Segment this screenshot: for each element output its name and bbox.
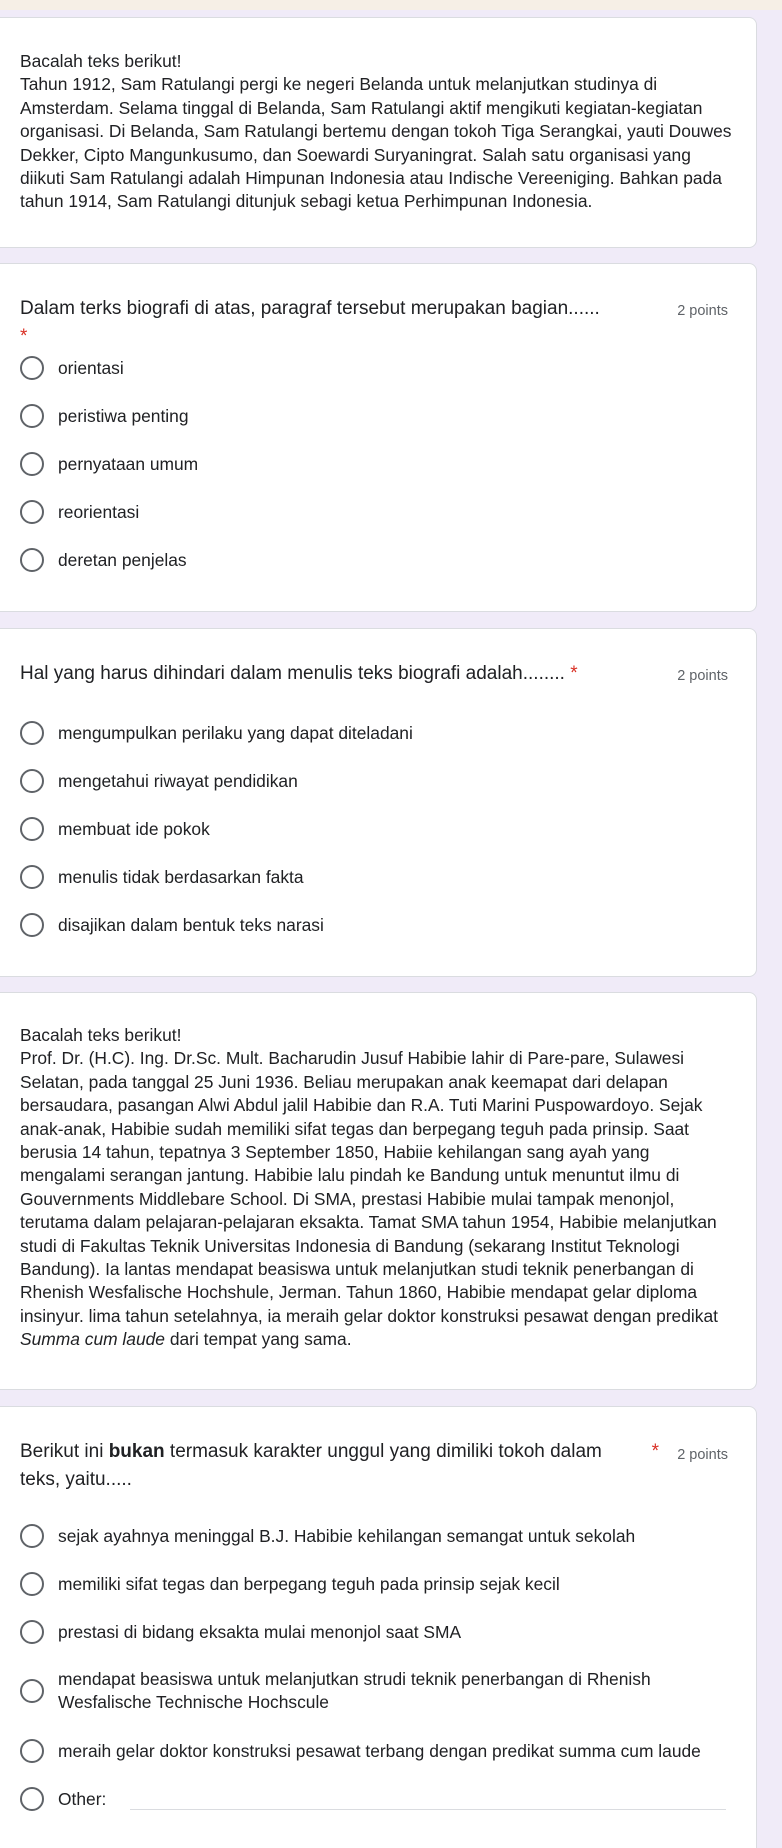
radio-button[interactable] [20, 769, 44, 793]
option-menulis-tidak-berdasarkan-fakta[interactable]: menulis tidak berdasarkan fakta [20, 865, 726, 889]
question-card-2 [0, 628, 757, 977]
passage-heading: Bacalah teks berikut! [20, 51, 182, 71]
option-prestasi-eksakta[interactable]: prestasi di bidang eksakta mulai menonjol saat SMA [20, 1620, 726, 1644]
option-peristiwa-penting[interactable]: peristiwa penting [20, 404, 726, 428]
radio-button[interactable] [20, 913, 44, 937]
passage-body: Prof. Dr. (H.C). Ing. Dr.Sc. Mult. Bacharudin Jusuf Habibie lahir di Pare-pare, Sulawesi Selatan, pada tanggal 25 Juni 1936. Beliau merupakan anak keemapat dari delapan bersaudara, pasangan Alwi Abdul jalil Habibie dan R.A. Tuti Marini Puspowardoyo. Sejak anak-anak, Habibie sudah memiliki sifat tegas dan berpegang teguh pada prinsip. Saat berusia 14 tahun, tepatnya 3 September 1850, Habiie kehilangan sang ayah yang mengalami serangan jantung. Habibie lalu pindah ke Bandung untuk menuntut ilmu di Gouvernments Middlebare School. Di SMA, prestasi Habibie mulai tampak menonjol, terutama dalam pelajaran-pelajaran eksakta. Tamat SMA tahun 1954, Habibie melanjutkan studi di Fakultas Teknik Universitas Indonesia di Bandung (sekarang Institut Teknologi Bandung). Ia lantas mendapat beasiswa untuk melanjutkan studi teknik penerbangan di Rhenish Wesfalische Hochshule, Jerman. Tahun 1860, Habibie mendapat gelar diploma insinyur. lima tahun setelahnya, ia meraih gelar doktor konstruksi pesawat dengan predikat Summa cum laude dari tempat yang sama. [20, 1048, 718, 1350]
radio-button[interactable] [20, 1739, 44, 1763]
radio-button[interactable] [20, 500, 44, 524]
required-asterisk: * [651, 1441, 659, 1462]
radio-button[interactable] [20, 404, 44, 428]
option-beasiswa[interactable]: mendapat beasiswa untuk melanjutkan strudi teknik penerbangan di Rhenish Wesfalische Technische Hochscule [20, 1668, 726, 1714]
points-label: 2 points [677, 303, 728, 319]
option-membuat-ide-pokok[interactable]: membuat ide pokok [20, 817, 726, 841]
passage-card-2 [0, 992, 757, 1390]
option-gelar-doktor[interactable]: meraih gelar doktor konstruksi pesawat terbang dengan predikat summa cum laude [20, 1739, 726, 1763]
option-other[interactable]: Other: [20, 1787, 726, 1811]
radio-button[interactable] [20, 1524, 44, 1548]
points-label: 2 points [677, 668, 728, 684]
passage-heading: Bacalah teks berikut! [20, 1025, 182, 1045]
option-deretan-penjelas[interactable]: deretan penjelas [20, 548, 726, 572]
passage-body: Tahun 1912, Sam Ratulangi pergi ke negeri Belanda untuk melanjutkan studinya di Amsterdam. Selama tinggal di Belanda, Sam Ratulangi aktif mengikuti kegiatan-kegiatan organisasi. Di Belanda, Sam Ratulangi bertemu dengan tokoh Tiga Serangkai, yauti Douwes Dekker, Cipto Mangunkusumo, dan Soewardi Suryaningrat. Salah satu organisasi yang diikuti Sam Ratulangi adalah Himpunan Indonesia atau Indische Vereeniging. Bahkan pada tahun 1914, Sam Ratulangi ditunjuk sebagi ketua Perhimpunan Indonesia. [20, 74, 732, 212]
radio-button[interactable] [20, 721, 44, 745]
radio-button[interactable] [20, 1787, 44, 1811]
option-pernyataan-umum[interactable]: pernyataan umum [20, 452, 726, 476]
radio-button[interactable] [20, 817, 44, 841]
radio-button[interactable] [20, 356, 44, 380]
question-title: Berikut ini bukan termasuk karakter unggul yang dimiliki tokoh dalam teks, yaitu..... * 2 points [0, 1407, 756, 1494]
option-orientasi[interactable]: orientasi [20, 356, 726, 380]
option-reorientasi[interactable]: reorientasi [20, 500, 726, 524]
required-asterisk: * [570, 663, 578, 684]
passage-card-1 [0, 17, 757, 248]
radio-button[interactable] [20, 1572, 44, 1596]
radio-button[interactable] [20, 548, 44, 572]
top-color-bar [0, 0, 782, 10]
radio-button[interactable] [20, 1679, 44, 1703]
option-mengumpulkan-perilaku[interactable]: mengumpulkan perilaku yang dapat diteladani [20, 721, 726, 745]
other-text-input[interactable] [130, 1809, 726, 1810]
radio-button[interactable] [20, 1620, 44, 1644]
required-asterisk: * [20, 326, 28, 347]
question-card-1 [0, 263, 757, 612]
option-mengetahui-riwayat[interactable]: mengetahui riwayat pendidikan [20, 769, 726, 793]
option-disajikan-teks-narasi[interactable]: disajikan dalam bentuk teks narasi [20, 913, 726, 937]
points-label: 2 points [677, 1447, 728, 1463]
option-sifat-tegas[interactable]: memiliki sifat tegas dan berpegang teguh pada prinsip sejak kecil [20, 1572, 726, 1596]
question-title: Dalam terks biografi di atas, paragraf tersebut merupakan bagian...... * 2 points [20, 298, 728, 347]
radio-button[interactable] [20, 452, 44, 476]
option-kehilangan-semangat[interactable]: sejak ayahnya meninggal B.J. Habibie kehilangan semangat untuk sekolah [20, 1524, 726, 1548]
question-title: Hal yang harus dihindari dalam menulis teks biografi adalah........ * 2 points [0, 629, 756, 688]
question-card-3 [0, 1406, 757, 1848]
radio-button[interactable] [20, 865, 44, 889]
